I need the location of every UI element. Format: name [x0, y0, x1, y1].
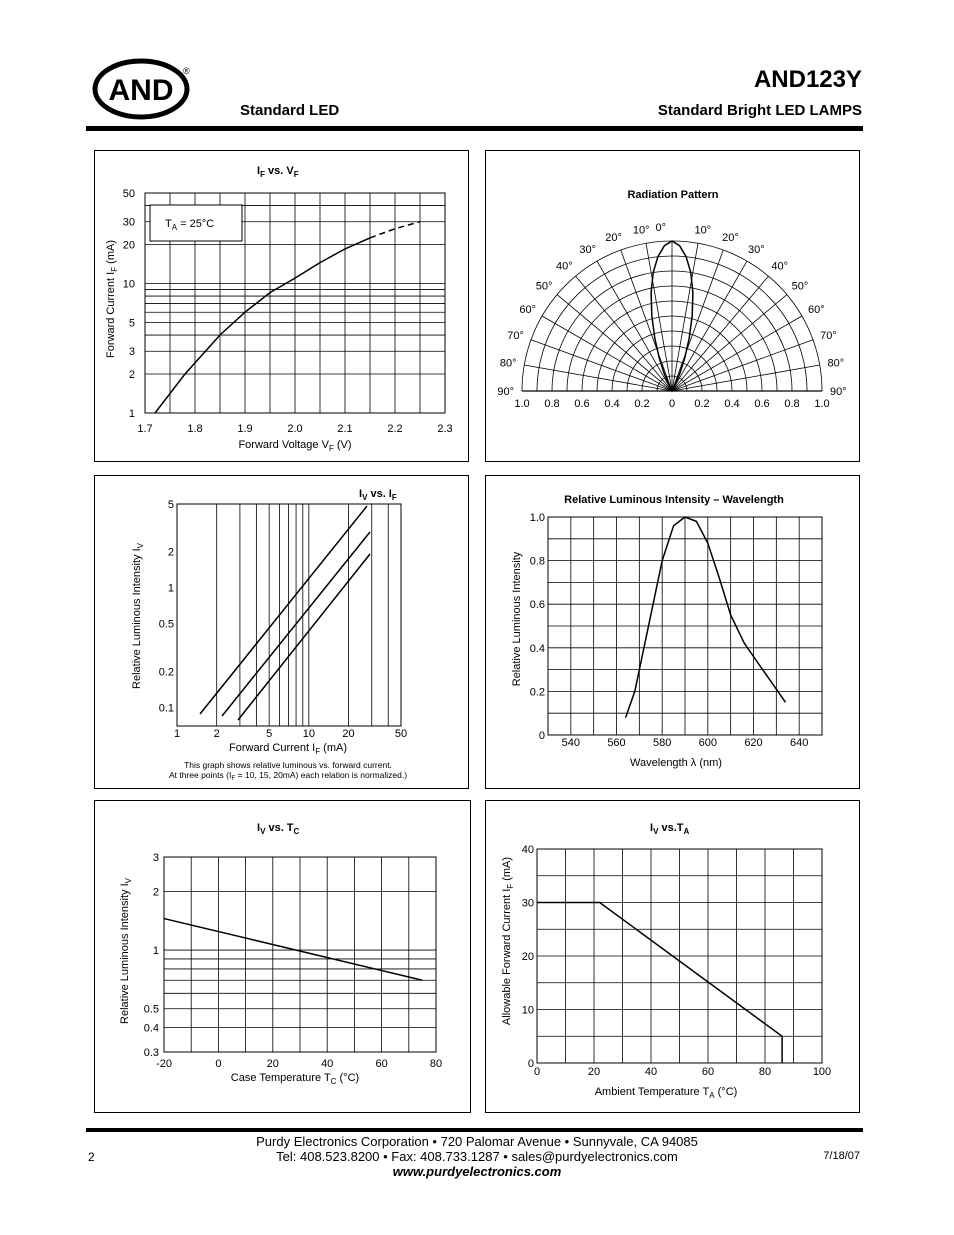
angle-label-right: 40°	[771, 260, 789, 273]
iv-ta-svg	[486, 801, 859, 1112]
angle-label-right: 20°	[722, 231, 739, 244]
angle-label-left: 0°	[655, 222, 666, 234]
x-tick-label: 2	[213, 728, 220, 740]
x-tick-label: 0	[533, 1066, 541, 1078]
chart-title: $I_F$ vs. $V_F$	[257, 165, 299, 179]
y-tick-label: 1	[167, 582, 174, 595]
y-tick-label: 0.2	[529, 686, 545, 699]
angle-label-right: 10°	[694, 224, 712, 237]
angle-label-right: 50°	[791, 280, 809, 293]
x-tick-label: -20	[156, 1058, 172, 1070]
x-tick-label: 1.9	[237, 423, 253, 435]
chart-title: Radiation Pattern	[627, 189, 719, 201]
y-ticks	[159, 499, 174, 714]
x-tick-label: 540	[561, 737, 581, 749]
y-tick-label: 5	[128, 317, 135, 330]
y-tick-label: 30	[122, 216, 135, 229]
iv-if-svg	[95, 476, 468, 788]
y-tick-label: 2	[167, 546, 174, 559]
y-tick-label: 20	[521, 951, 534, 963]
x-tick-label: 50	[394, 728, 408, 740]
x-ticks	[562, 737, 809, 749]
y-tick-label: 0.6	[529, 599, 545, 612]
y-tick-label: 0.5	[158, 618, 174, 631]
y-tick-label: 0.5	[143, 1003, 159, 1016]
x-ticks	[514, 398, 829, 410]
y-tick-label: 10	[122, 278, 135, 291]
chart-title: $I_V$ vs. $T_C$	[257, 822, 300, 836]
x-tick-label: 0.8	[544, 398, 560, 410]
y-tick-label: 0	[538, 730, 545, 742]
x-tick-label: 2.3	[437, 423, 453, 435]
x-axis-label: Forward Voltage $V_F$ (V)	[238, 439, 352, 453]
y-axis-label: Allowable Forward Current $I_F$ (mA)	[501, 856, 515, 1026]
y-ticks	[522, 844, 534, 1070]
y-tick-label: 10	[521, 1004, 534, 1017]
svg-text:AND: AND	[108, 74, 174, 107]
x-tick-label: 0.6	[754, 398, 770, 410]
x-tick-label: 2.2	[387, 423, 403, 435]
x-ticks	[137, 423, 452, 435]
header-rule	[86, 126, 863, 131]
y-tick-label: 1	[152, 945, 159, 958]
y-tick-label: 2	[152, 886, 159, 899]
chart-title: Relative Luminous Intensity – Wavelength	[564, 494, 784, 506]
x-tick-label: 0.2	[634, 398, 650, 410]
x-tick-label: 640	[789, 737, 809, 749]
angle-label-left: 60°	[519, 304, 536, 316]
y-tick-label: 50	[122, 188, 135, 200]
right-title: Standard Bright LED LAMPS	[657, 102, 862, 119]
x-tick-label: 100	[812, 1066, 832, 1078]
angle-label-left: 90°	[497, 386, 514, 398]
x-tick-label: 1.0	[514, 398, 530, 410]
note-line-2: At three points ($I_F = 10$, 15, 20mA) each relation is normalized.)	[168, 770, 408, 782]
x-tick-label: 60	[701, 1066, 715, 1078]
angle-label-left: 40°	[555, 260, 573, 273]
angle-label-left: 70°	[507, 329, 524, 342]
x-tick-label: 20	[587, 1066, 601, 1078]
angle-label-left: 50°	[535, 280, 553, 293]
iv-ta-grid	[537, 849, 822, 1063]
angle-label-left: 30°	[579, 244, 596, 256]
page-number: 2	[88, 1150, 95, 1164]
y-tick-label: 3	[128, 346, 135, 359]
angle-label-right: 90°	[830, 386, 847, 398]
if-vf-svg	[95, 151, 468, 461]
x-tick-label: 0.4	[724, 398, 740, 410]
x-tick-label: 1.8	[187, 423, 203, 435]
footer-address: Purdy Electronics Corporation • 720 Palomar Avenue • Sunnyvale, CA 94085	[256, 1134, 698, 1149]
angle-label-right: 60°	[808, 304, 825, 316]
and-logo	[92, 58, 190, 120]
y-ticks	[530, 512, 545, 742]
x-axis-label: Ambient Temperature $T_A$ (°C)	[594, 1086, 738, 1100]
angle-label-right: 80°	[827, 357, 845, 370]
wavelength-grid	[548, 517, 822, 735]
angle-label-left: 10°	[632, 224, 650, 237]
registered-mark: ®	[183, 66, 190, 76]
y-axis-label: Forward Current $I_F$ (mA)	[105, 240, 119, 358]
x-tick-label: 0.6	[574, 398, 590, 410]
revision-date: 7/18/07	[823, 1150, 860, 1162]
x-tick-label: 1.7	[137, 423, 153, 435]
footer-rule	[86, 1128, 863, 1132]
x-axis-label: Wavelength λ (nm)	[630, 757, 722, 769]
iv-tc-grid	[164, 857, 436, 1052]
chart-if-vs-vf	[94, 150, 469, 462]
iv-if-line-3	[238, 554, 370, 720]
y-ticks	[144, 852, 159, 1059]
x-axis-label: Case Temperature $T_C$ (°C)	[230, 1072, 360, 1086]
y-tick-label: 1.0	[529, 512, 545, 524]
footer-contact: Tel: 408.523.8200 • Fax: 408.733.1287 • sales@purdyelectronics.com	[276, 1149, 678, 1164]
x-tick-label: 620	[744, 737, 763, 749]
y-tick-label: 0.3	[143, 1047, 159, 1059]
y-tick-label: 2	[128, 369, 135, 382]
y-tick-label: 5	[167, 499, 174, 511]
if-vf-curve	[155, 238, 370, 413]
y-tick-label: 20	[122, 239, 135, 252]
x-tick-label: 580	[652, 737, 672, 749]
y-axis-label: Relative Luminous Intensity	[511, 551, 523, 687]
x-tick-label: 60	[375, 1058, 388, 1070]
x-tick-label: 600	[698, 737, 718, 749]
x-tick-label: 0.4	[604, 398, 620, 410]
chart-iv-vs-tc	[94, 800, 471, 1113]
chart-wavelength	[485, 475, 860, 789]
x-ticks	[534, 1066, 831, 1078]
chart-iv-vs-ta	[485, 800, 860, 1113]
x-ticks	[174, 728, 407, 740]
note-line-1: This graph shows relative luminous vs. forward current.	[184, 760, 392, 770]
angle-label-left: 80°	[499, 357, 517, 370]
y-tick-label: 0.4	[529, 642, 545, 655]
chart-title: $I_V$ vs. $I_F$	[359, 488, 397, 502]
y-axis-label: Relative Luminous Intensity $I_V$	[119, 878, 133, 1024]
x-tick-label: 1	[173, 728, 181, 740]
y-tick-label: 0.4	[143, 1022, 159, 1035]
x-tick-label: 80	[758, 1066, 772, 1078]
angle-label-left: 20°	[605, 231, 622, 244]
angle-label-right: 70°	[820, 329, 837, 342]
y-tick-label: 30	[521, 897, 534, 910]
chart-iv-vs-if	[94, 475, 469, 789]
x-tick-label: 1.0	[814, 398, 830, 410]
angle-label-right: 30°	[748, 244, 765, 256]
x-tick-label: 80	[429, 1058, 443, 1070]
y-tick-label: 0.1	[158, 702, 174, 715]
y-tick-label: 40	[521, 844, 534, 856]
x-tick-label: 0	[215, 1058, 222, 1070]
y-ticks	[123, 188, 135, 420]
x-tick-label: 20	[342, 728, 355, 740]
x-tick-label: 0.8	[784, 398, 800, 410]
x-ticks	[156, 1058, 442, 1070]
y-tick-label: 0.8	[529, 555, 545, 568]
x-tick-label: 2.0	[287, 423, 303, 435]
x-tick-label: 40	[644, 1066, 658, 1078]
chart-radiation-pattern	[485, 150, 860, 462]
x-tick-label: 560	[607, 737, 626, 749]
y-tick-label: 1	[128, 408, 135, 420]
wavelength-curve	[626, 517, 786, 718]
iv-if-line-1	[200, 506, 367, 714]
x-tick-label: 10	[302, 728, 315, 740]
y-tick-label: 0	[527, 1058, 534, 1070]
ta-label: $T_A = 25^\circ C$	[165, 218, 215, 232]
iv-tc-line	[164, 919, 422, 981]
iv-tc-svg	[95, 801, 470, 1112]
wavelength-svg	[486, 476, 859, 788]
x-tick-label: 0.2	[694, 398, 710, 410]
x-axis-label: Forward Current $I_F$ (mA)	[229, 742, 347, 756]
x-tick-label: 40	[321, 1058, 334, 1070]
x-tick-label: 20	[266, 1058, 279, 1070]
iv-if-grid	[177, 504, 401, 726]
y-tick-label: 3	[152, 852, 159, 864]
x-tick-label: 5	[266, 728, 273, 740]
y-axis-label: Relative Luminous Intensity $I_V$	[131, 543, 145, 689]
part-number: AND123Y	[753, 66, 862, 93]
left-title: Standard LED	[240, 102, 340, 119]
footer-website[interactable]: www.purdyelectronics.com	[392, 1164, 562, 1179]
radiation-svg	[486, 151, 859, 461]
y-tick-label: 0.2	[158, 666, 174, 679]
x-tick-label: 2.1	[337, 423, 353, 435]
x-tick-label: 0	[668, 398, 676, 410]
chart-title: $I_V$ $vs.T_A$	[650, 822, 690, 836]
